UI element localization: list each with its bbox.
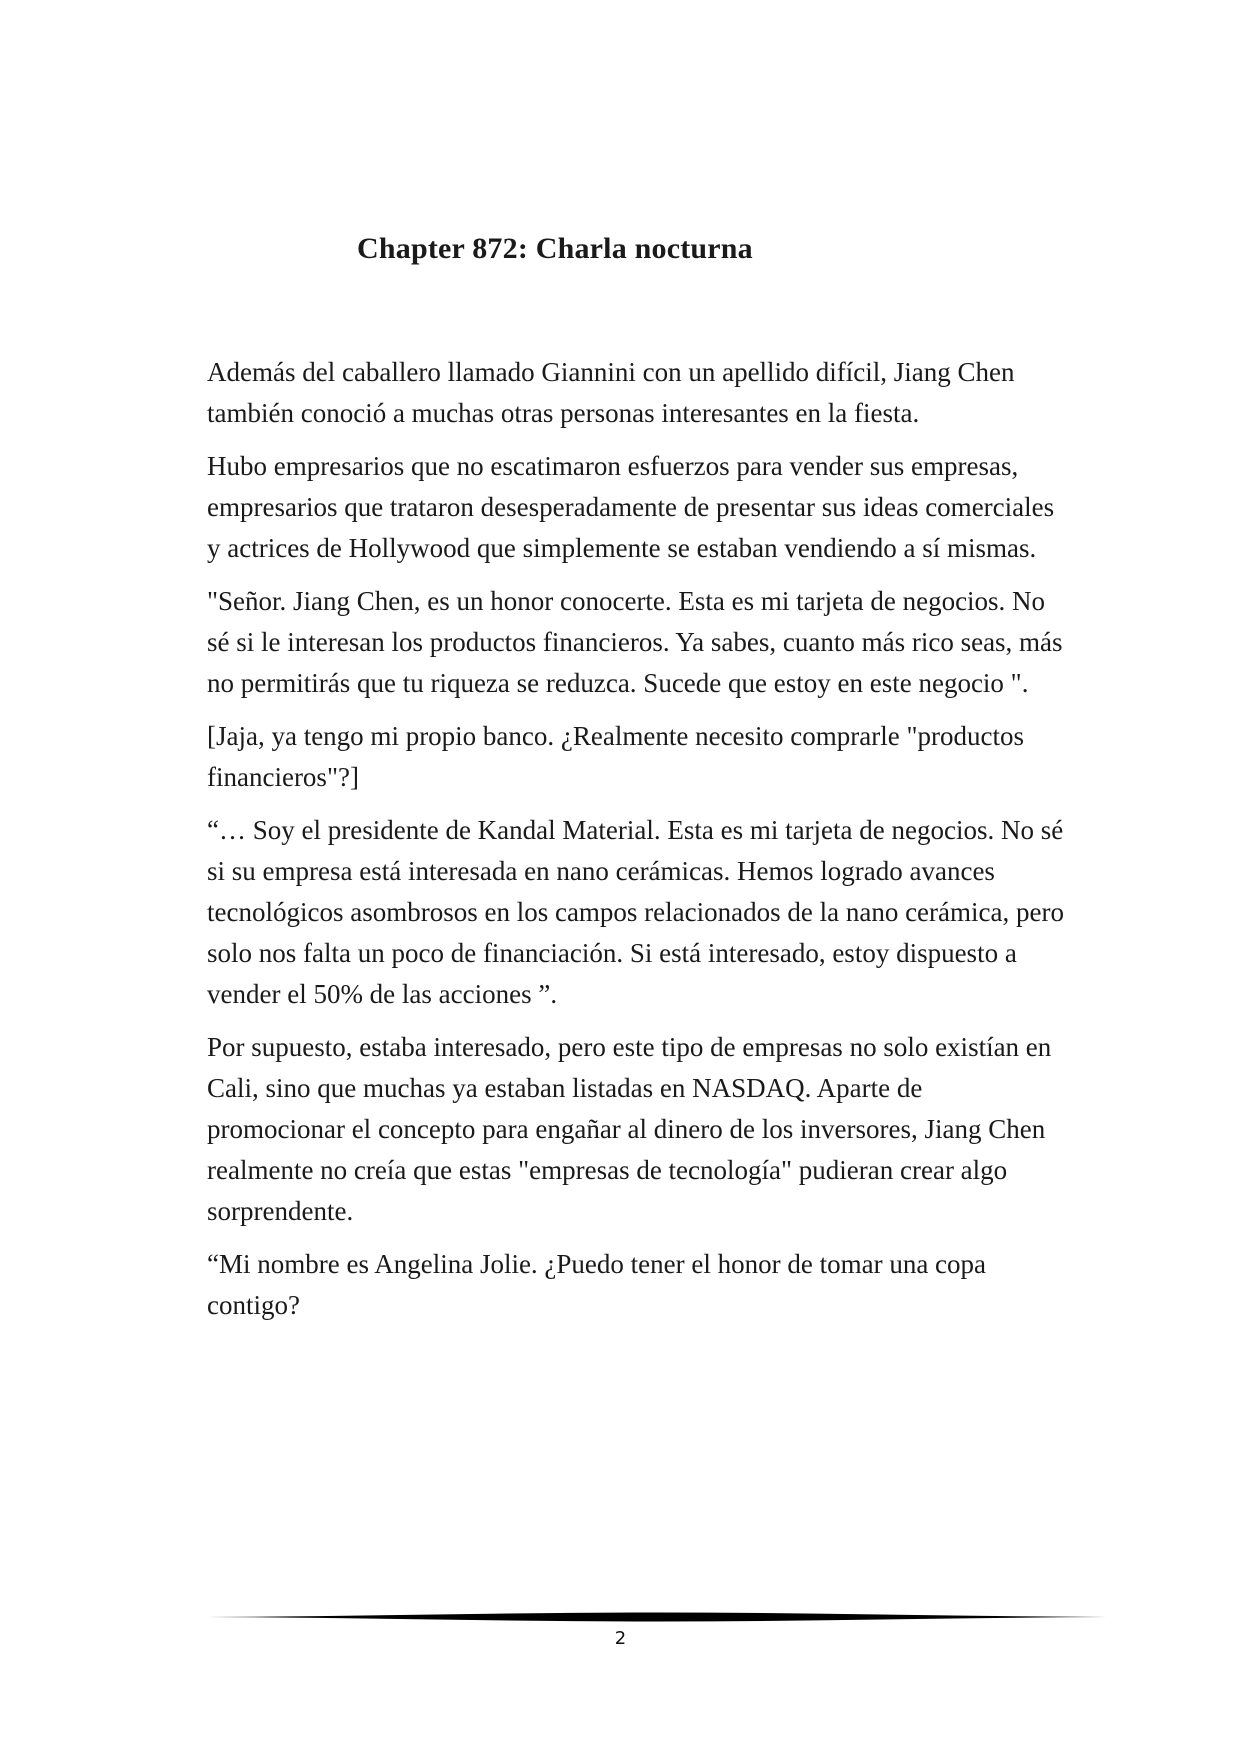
paragraph: Además del caballero llamado Giannini con un apellido difícil, Jiang Chen también conoció a muchas otras personas interesantes en la fiesta. (207, 357, 1015, 428)
paragraph: "Señor. Jiang Chen, es un honor conocerte. Esta es mi tarjeta de negocios. No sé si le interesan los productos financieros. Ya sabes, cuanto más rico seas, más no permitirás que tu riqueza se reduzca. Sucede que estoy en este negocio ". (207, 586, 1063, 698)
paragraph: “Mi nombre es Angelina Jolie. ¿Puedo tener el honor de tomar una copa contigo? (207, 1249, 987, 1320)
paragraph: [Jaja, ya tengo mi propio banco. ¿Realmente necesito comprarle "productos financieros"?] (207, 721, 1024, 792)
paragraph: “… Soy el presidente de Kandal Material. Esta es mi tarjeta de negocios. No sé si su empresa está interesada en nano cerámicas. Hemos logrado avances tecnológicos asombrosos en los campos relacionados de la nano cerámica, pero solo nos falta un poco de financiación. Si está interesado, estoy dispuesto a vender el 50% de las acciones ”. (207, 815, 1064, 1009)
chapter-body (207, 352, 1067, 1338)
page-number: 2 (614, 1628, 627, 1649)
paragraph: Por supuesto, estaba interesado, pero este tipo de empresas no solo existían en Cali, sino que muchas ya estaban listadas en NASDAQ. Aparte de promocionar el concepto para engañar al dinero de los inversores, Jiang Chen realmente no creía que estas "empresas de tecnología" pudieran crear algo sorprendente. (207, 1032, 1052, 1226)
footer-divider (207, 1610, 1107, 1624)
paragraph: Hubo empresarios que no escatimaron esfuerzos para vender sus empresas, empresarios que trataron desesperadamente de presentar sus ideas comerciales y actrices de Hollywood que simplemente se estaban vendiendo a sí mismas. (207, 451, 1055, 563)
chapter-title: Chapter 872: Charla nocturna (357, 232, 753, 265)
